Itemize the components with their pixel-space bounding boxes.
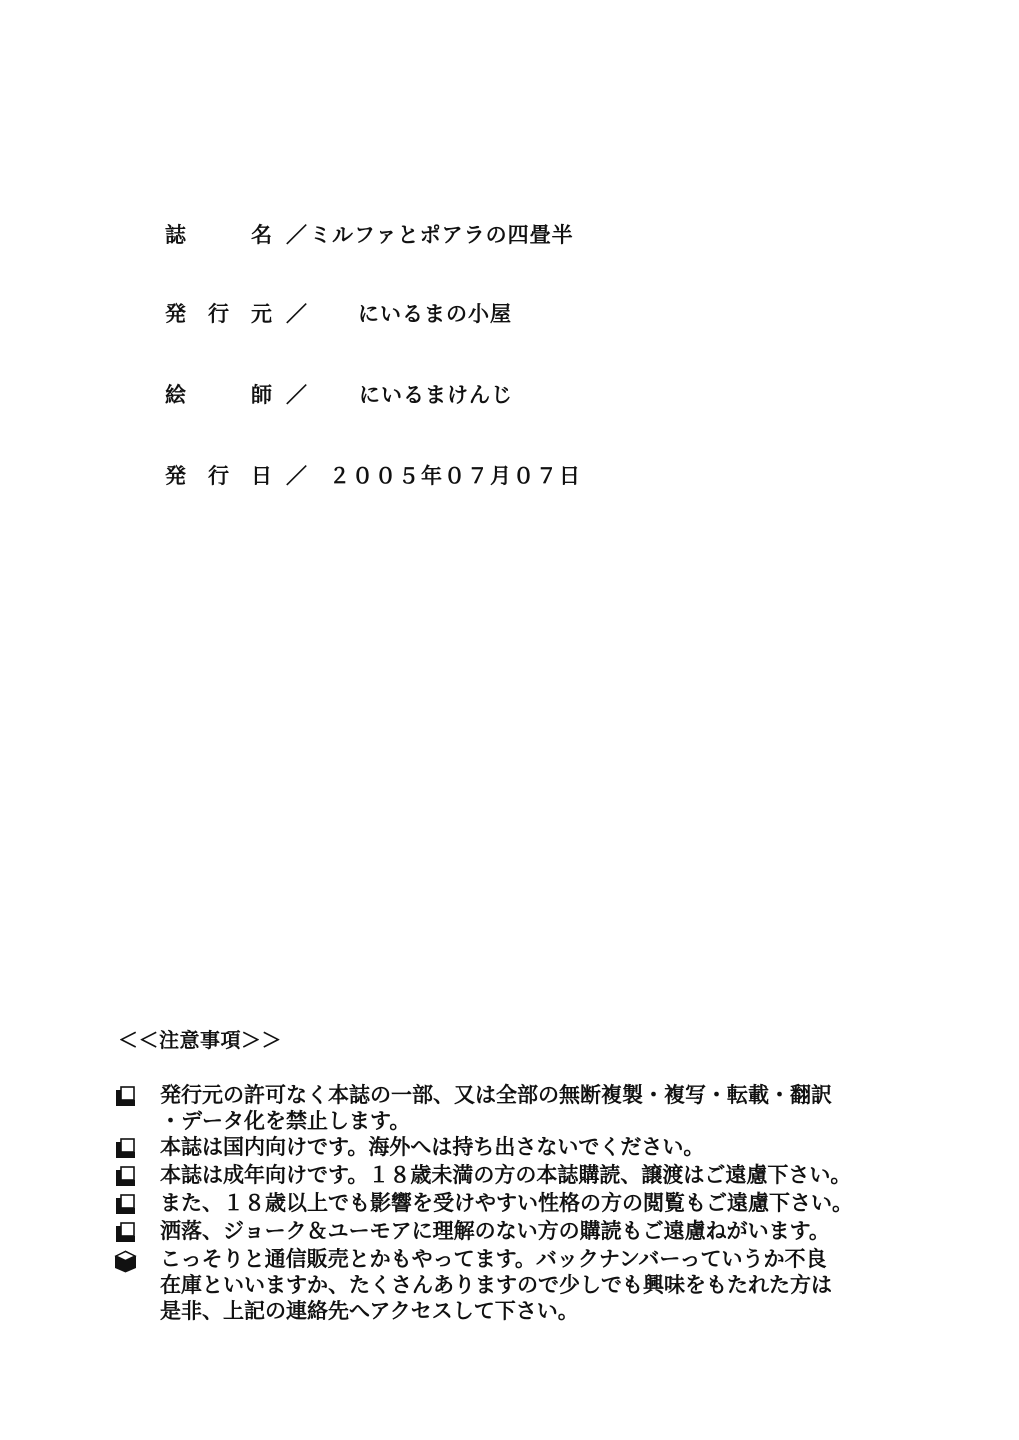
separator-slash: ／: [286, 464, 308, 488]
notice-item-text: また、１８歳以上でも影響を受けやすい性格の方の閲覧もご遠慮下さい。: [160, 1190, 853, 1215]
list-item: [113, 1134, 913, 1162]
closed-box-icon: [113, 1246, 160, 1274]
separator-slash: ／: [286, 302, 308, 326]
notice-item-text: 本誌は国内向けです。海外へは持ち出さないでください。: [160, 1134, 705, 1159]
open-box-icon: [113, 1218, 160, 1246]
title-label: 誌名: [165, 223, 273, 247]
title-value: ミルファとポアラの四畳半: [310, 223, 574, 247]
colophon-row-publish-date: [165, 463, 582, 489]
list-item: [113, 1190, 913, 1218]
separator-slash: ／: [286, 223, 308, 247]
open-box-icon: [113, 1134, 160, 1162]
list-item: [113, 1246, 913, 1324]
list-item: [113, 1082, 913, 1134]
publisher-label: 発行元: [165, 302, 273, 326]
open-box-icon: [113, 1082, 160, 1110]
artist-value: にいるまけんじ: [359, 383, 513, 407]
notice-item-text: 発行元の許可なく本誌の一部、又は全部の無断複製・複写・転載・翻訳 ・データ化を禁止します。: [160, 1082, 832, 1133]
notice-list: [113, 1082, 913, 1324]
open-box-icon: [113, 1162, 160, 1190]
colophon-row-title: [165, 222, 574, 248]
list-item: [113, 1218, 913, 1246]
open-box-icon: [113, 1190, 160, 1218]
separator-slash: ／: [286, 383, 308, 407]
notice-item-text: こっそりと通信販売とかもやってます。バックナンバーっていうか不良 在庫といいますか、たくさんありますので少しでも興味をもたれた方は 是非、上記の連絡先へアクセスして下さい。: [160, 1247, 832, 1323]
artist-label: 絵師: [165, 383, 273, 407]
notice-item-text: 洒落、ジョーク＆ユーモアに理解のない方の購読もご遠慮ねがいます。: [160, 1218, 830, 1243]
notice-section: [113, 1028, 913, 1324]
notice-item-text: 本誌は成年向けです。１８歳未満の方の本誌購読、譲渡はご遠慮下さい。: [160, 1162, 852, 1187]
notice-heading: ＜＜注意事項＞＞: [118, 1028, 282, 1052]
publish-date-value: ２００５年０７月０７日: [329, 464, 582, 488]
colophon-row-publisher: [165, 301, 512, 327]
publish-date-label: 発行日: [165, 464, 273, 488]
colophon-row-artist: [165, 382, 513, 408]
list-item: [113, 1162, 913, 1190]
publisher-value: にいるまの小屋: [358, 302, 512, 326]
